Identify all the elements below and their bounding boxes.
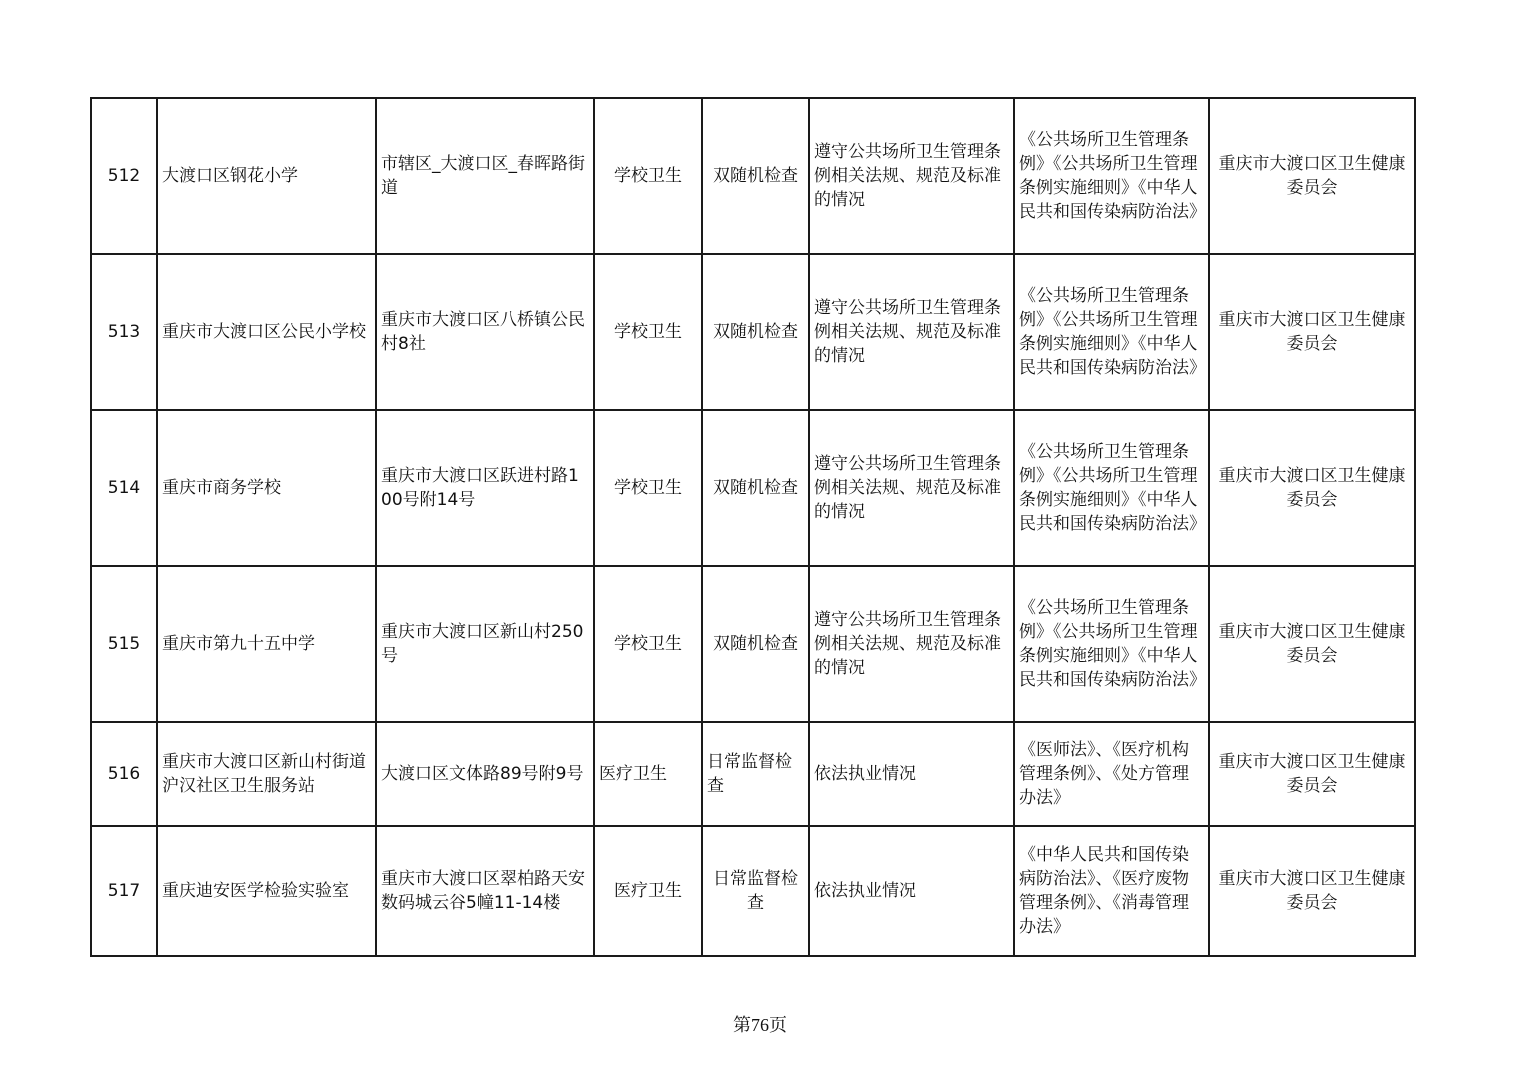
inspection-type: 学校卫生 (594, 566, 702, 722)
legal-basis: 《公共场所卫生管理条例》《公共场所卫生管理条例实施细则》《中华人民共和国传染病防治法》 (1014, 566, 1209, 722)
row-number: 514 (91, 410, 157, 566)
inspecting-department: 重庆市大渡口区卫生健康委员会 (1209, 254, 1415, 410)
entity-address: 重庆市大渡口区八桥镇公民村8社 (376, 254, 594, 410)
legal-basis: 《中华人民共和国传染病防治法》、《医疗废物管理条例》、《消毒管理办法》 (1014, 826, 1209, 956)
inspection-method: 日常监督检查 (702, 722, 809, 826)
table-row (91, 98, 1415, 254)
inspecting-department: 重庆市大渡口区卫生健康委员会 (1209, 826, 1415, 956)
inspection-table (90, 97, 1416, 957)
entity-name: 重庆市商务学校 (157, 410, 376, 566)
inspection-type: 学校卫生 (594, 98, 702, 254)
inspection-content: 遵守公共场所卫生管理条例相关法规、规范及标准的情况 (809, 566, 1014, 722)
inspection-content: 依法执业情况 (809, 722, 1014, 826)
inspecting-department: 重庆市大渡口区卫生健康委员会 (1209, 722, 1415, 826)
table-row (91, 410, 1415, 566)
entity-name: 重庆市大渡口区新山村街道沪汉社区卫生服务站 (157, 722, 376, 826)
table-row (91, 254, 1415, 410)
row-number: 513 (91, 254, 157, 410)
inspection-method: 双随机检查 (702, 566, 809, 722)
inspection-type: 学校卫生 (594, 254, 702, 410)
inspecting-department: 重庆市大渡口区卫生健康委员会 (1209, 98, 1415, 254)
inspection-type: 医疗卫生 (594, 826, 702, 956)
inspection-method: 双随机检查 (702, 410, 809, 566)
row-number: 515 (91, 566, 157, 722)
inspection-type: 医疗卫生 (594, 722, 702, 826)
inspecting-department: 重庆市大渡口区卫生健康委员会 (1209, 566, 1415, 722)
inspection-content: 遵守公共场所卫生管理条例相关法规、规范及标准的情况 (809, 254, 1014, 410)
entity-name: 重庆市第九十五中学 (157, 566, 376, 722)
inspection-method: 双随机检查 (702, 254, 809, 410)
inspection-type: 学校卫生 (594, 410, 702, 566)
row-number: 512 (91, 98, 157, 254)
legal-basis: 《公共场所卫生管理条例》《公共场所卫生管理条例实施细则》《中华人民共和国传染病防治法》 (1014, 98, 1209, 254)
legal-basis: 《公共场所卫生管理条例》《公共场所卫生管理条例实施细则》《中华人民共和国传染病防治法》 (1014, 254, 1209, 410)
entity-name: 重庆迪安医学检验实验室 (157, 826, 376, 956)
entity-address: 重庆市大渡口区跃进村路100号附14号 (376, 410, 594, 566)
inspection-content: 遵守公共场所卫生管理条例相关法规、规范及标准的情况 (809, 410, 1014, 566)
inspection-method: 日常监督检查 (702, 826, 809, 956)
entity-address: 市辖区_大渡口区_春晖路街道 (376, 98, 594, 254)
entity-name: 大渡口区钢花小学 (157, 98, 376, 254)
inspection-method: 双随机检查 (702, 98, 809, 254)
entity-address: 重庆市大渡口区新山村250号 (376, 566, 594, 722)
inspection-content: 依法执业情况 (809, 826, 1014, 956)
page-number: 第76页 (733, 1015, 787, 1035)
entity-name: 重庆市大渡口区公民小学校 (157, 254, 376, 410)
inspecting-department: 重庆市大渡口区卫生健康委员会 (1209, 410, 1415, 566)
entity-address: 重庆市大渡口区翠柏路天安数码城云谷5幢11-14楼 (376, 826, 594, 956)
inspection-content: 遵守公共场所卫生管理条例相关法规、规范及标准的情况 (809, 98, 1014, 254)
row-number: 517 (91, 826, 157, 956)
table-row (91, 566, 1415, 722)
legal-basis: 《公共场所卫生管理条例》《公共场所卫生管理条例实施细则》《中华人民共和国传染病防治法》 (1014, 410, 1209, 566)
table-row (91, 826, 1415, 956)
legal-basis: 《医师法》、《医疗机构管理条例》、《处方管理办法》 (1014, 722, 1209, 826)
row-number: 516 (91, 722, 157, 826)
table-row (91, 722, 1415, 826)
entity-address: 大渡口区文体路89号附9号 (376, 722, 594, 826)
